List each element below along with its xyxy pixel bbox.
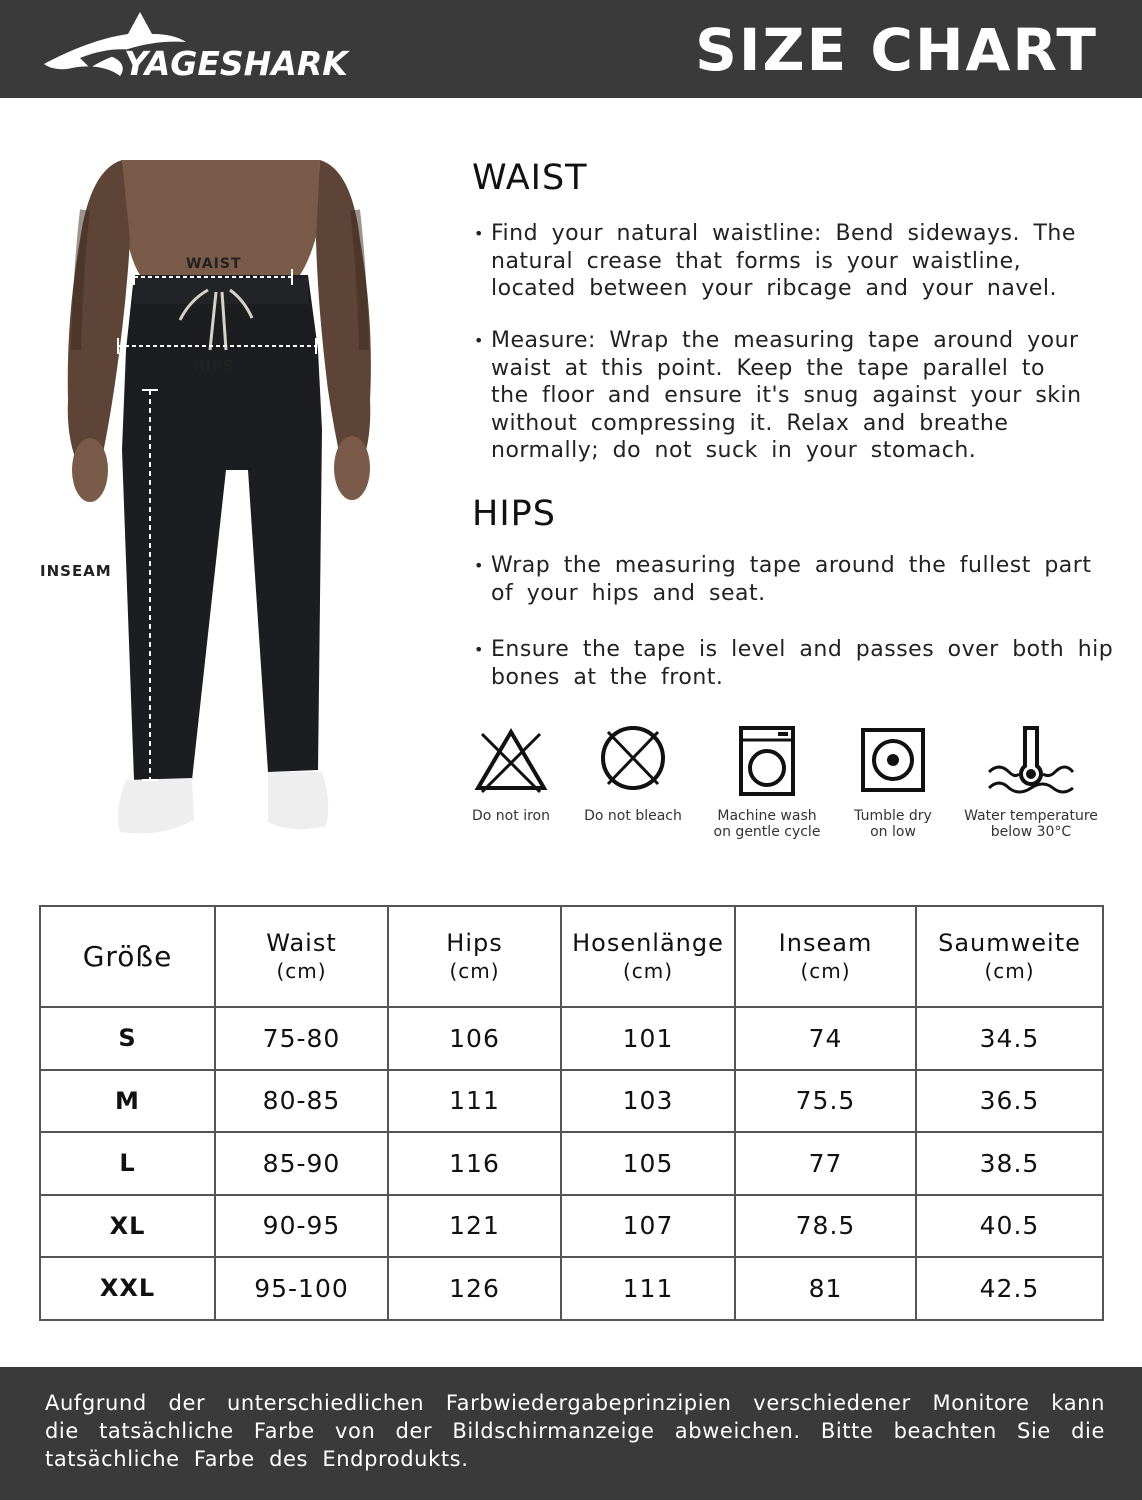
machine-wash-icon <box>728 722 806 800</box>
size-cell: L <box>40 1132 215 1195</box>
footer-banner <box>0 1367 1142 1500</box>
inseam-cell: 77 <box>735 1132 916 1195</box>
bullet-dot: • <box>474 556 484 575</box>
water-temperature-icon <box>985 722 1077 800</box>
bullet-dot: • <box>474 224 484 243</box>
table-row <box>40 1257 1103 1320</box>
size-table <box>39 905 1104 1321</box>
saumweite-cell: 38.5 <box>916 1132 1103 1195</box>
care-label-line-1: Water temperature <box>964 808 1098 824</box>
waist-bullet-2 <box>474 327 1084 465</box>
model-figure <box>30 150 450 850</box>
hips-section-title: HIPS <box>472 494 556 534</box>
inseam-cell: 78.5 <box>735 1195 916 1258</box>
waist-section-title: WAIST <box>472 158 588 198</box>
hosenlaenge-cell: 107 <box>561 1195 735 1258</box>
hips-bullet-2-text: Ensure the tape is level and passes over both hip bones at the front. <box>491 637 1114 690</box>
care-label-line-2: on low <box>870 824 916 840</box>
care-do-not-iron <box>464 722 558 824</box>
saumweite-cell: 34.5 <box>916 1007 1103 1070</box>
column-header-unit: (cm) <box>984 958 1035 983</box>
hosenlaenge-cell: 103 <box>561 1070 735 1133</box>
bullet-dot: • <box>474 640 484 659</box>
hips-cell: 121 <box>388 1195 561 1258</box>
do-not-iron-icon <box>472 722 550 800</box>
column-header-unit: (cm) <box>449 958 500 983</box>
waist-cell: 85-90 <box>215 1132 388 1195</box>
column-header-name: Hips <box>446 928 503 957</box>
care-label-line-2: on gentle cycle <box>713 824 821 840</box>
inseam-label: INSEAM <box>40 562 112 580</box>
column-header-inseam <box>735 906 916 1007</box>
size-cell: XXL <box>40 1257 215 1320</box>
header-banner <box>0 0 1142 98</box>
column-header-waist <box>215 906 388 1007</box>
table-row <box>40 1007 1103 1070</box>
column-header-hips <box>388 906 561 1007</box>
waist-bullet-1 <box>474 220 1119 303</box>
table-row <box>40 1195 1103 1258</box>
column-header-size <box>40 906 215 1007</box>
hips-cell: 111 <box>388 1070 561 1133</box>
column-header-hosenlaenge <box>561 906 735 1007</box>
column-header-name: Größe <box>82 939 173 973</box>
hips-bullet-1 <box>474 552 1104 607</box>
care-water-temperature <box>958 722 1104 840</box>
waist-cell: 75-80 <box>215 1007 388 1070</box>
size-cell: XL <box>40 1195 215 1258</box>
do-not-bleach-icon <box>594 722 672 800</box>
column-header-unit: (cm) <box>276 958 327 983</box>
column-header-saumweite <box>916 906 1103 1007</box>
hips-bullet-1-text: Wrap the measuring tape around the fullest part of your hips and seat. <box>491 553 1092 606</box>
saumweite-cell: 42.5 <box>916 1257 1103 1320</box>
hosenlaenge-cell: 111 <box>561 1257 735 1320</box>
size-cell: S <box>40 1007 215 1070</box>
care-label: Do not iron <box>472 808 550 824</box>
care-machine-wash <box>706 722 828 840</box>
page-title: SIZE CHART <box>695 16 1098 84</box>
hips-bullet-2 <box>474 636 1119 691</box>
column-header-name: Hosenlänge <box>572 928 724 957</box>
hips-cell: 106 <box>388 1007 561 1070</box>
inseam-cell: 81 <box>735 1257 916 1320</box>
hips-cell: 126 <box>388 1257 561 1320</box>
column-header-name: Inseam <box>778 928 873 957</box>
size-cell: M <box>40 1070 215 1133</box>
table-row <box>40 1070 1103 1133</box>
saumweite-cell: 40.5 <box>916 1195 1103 1258</box>
saumweite-cell: 36.5 <box>916 1070 1103 1133</box>
waist-cell: 80-85 <box>215 1070 388 1133</box>
table-row <box>40 1132 1103 1195</box>
waist-bullet-2-text: Measure: Wrap the measuring tape around your waist at this point. Keep the tape parallel to the floor and ensure it's snug against your skin without compressing it. Relax and breathe normally; do not suck in your stomach. <box>491 328 1082 463</box>
care-label-line-2: below 30°C <box>990 824 1072 840</box>
waist-bullet-1-text: Find your natural waistline: Bend sideways. The natural crease that forms is your waistline, located between your ribcage and your navel. <box>491 221 1076 301</box>
care-label-line-1: Tumble dry <box>854 808 932 824</box>
inseam-cell: 75.5 <box>735 1070 916 1133</box>
waist-cell: 95-100 <box>215 1257 388 1320</box>
hosenlaenge-cell: 105 <box>561 1132 735 1195</box>
care-tumble-dry <box>846 722 940 840</box>
hips-cell: 116 <box>388 1132 561 1195</box>
waist-label: WAIST <box>186 256 242 272</box>
column-header-name: Saumweite <box>938 928 1081 957</box>
bullet-dot: • <box>474 331 484 350</box>
column-header-unit: (cm) <box>622 958 674 983</box>
care-label-line-1: Machine wash <box>717 808 817 824</box>
column-header-unit: (cm) <box>800 958 851 983</box>
inseam-cell: 74 <box>735 1007 916 1070</box>
column-header-name: Waist <box>266 928 337 957</box>
tumble-dry-icon <box>854 722 932 800</box>
waist-cell: 90-95 <box>215 1195 388 1258</box>
hips-label: HIPS <box>193 358 235 374</box>
table-header-row <box>40 906 1103 1007</box>
care-do-not-bleach <box>578 722 688 824</box>
brand-name: YAGESHARK <box>124 44 348 83</box>
care-label: Do not bleach <box>584 808 682 824</box>
hosenlaenge-cell: 101 <box>561 1007 735 1070</box>
color-disclaimer: Aufgrund der unterschiedlichen Farbwiedergabeprinzipien verschiedener Monitore kann die tatsächliche Farbe von der Bildschirmanzeige abweichen. Bitte beachten Sie die tatsächliche Farbe des Endprodukts. <box>45 1391 1105 1471</box>
model-illustration <box>30 150 450 850</box>
